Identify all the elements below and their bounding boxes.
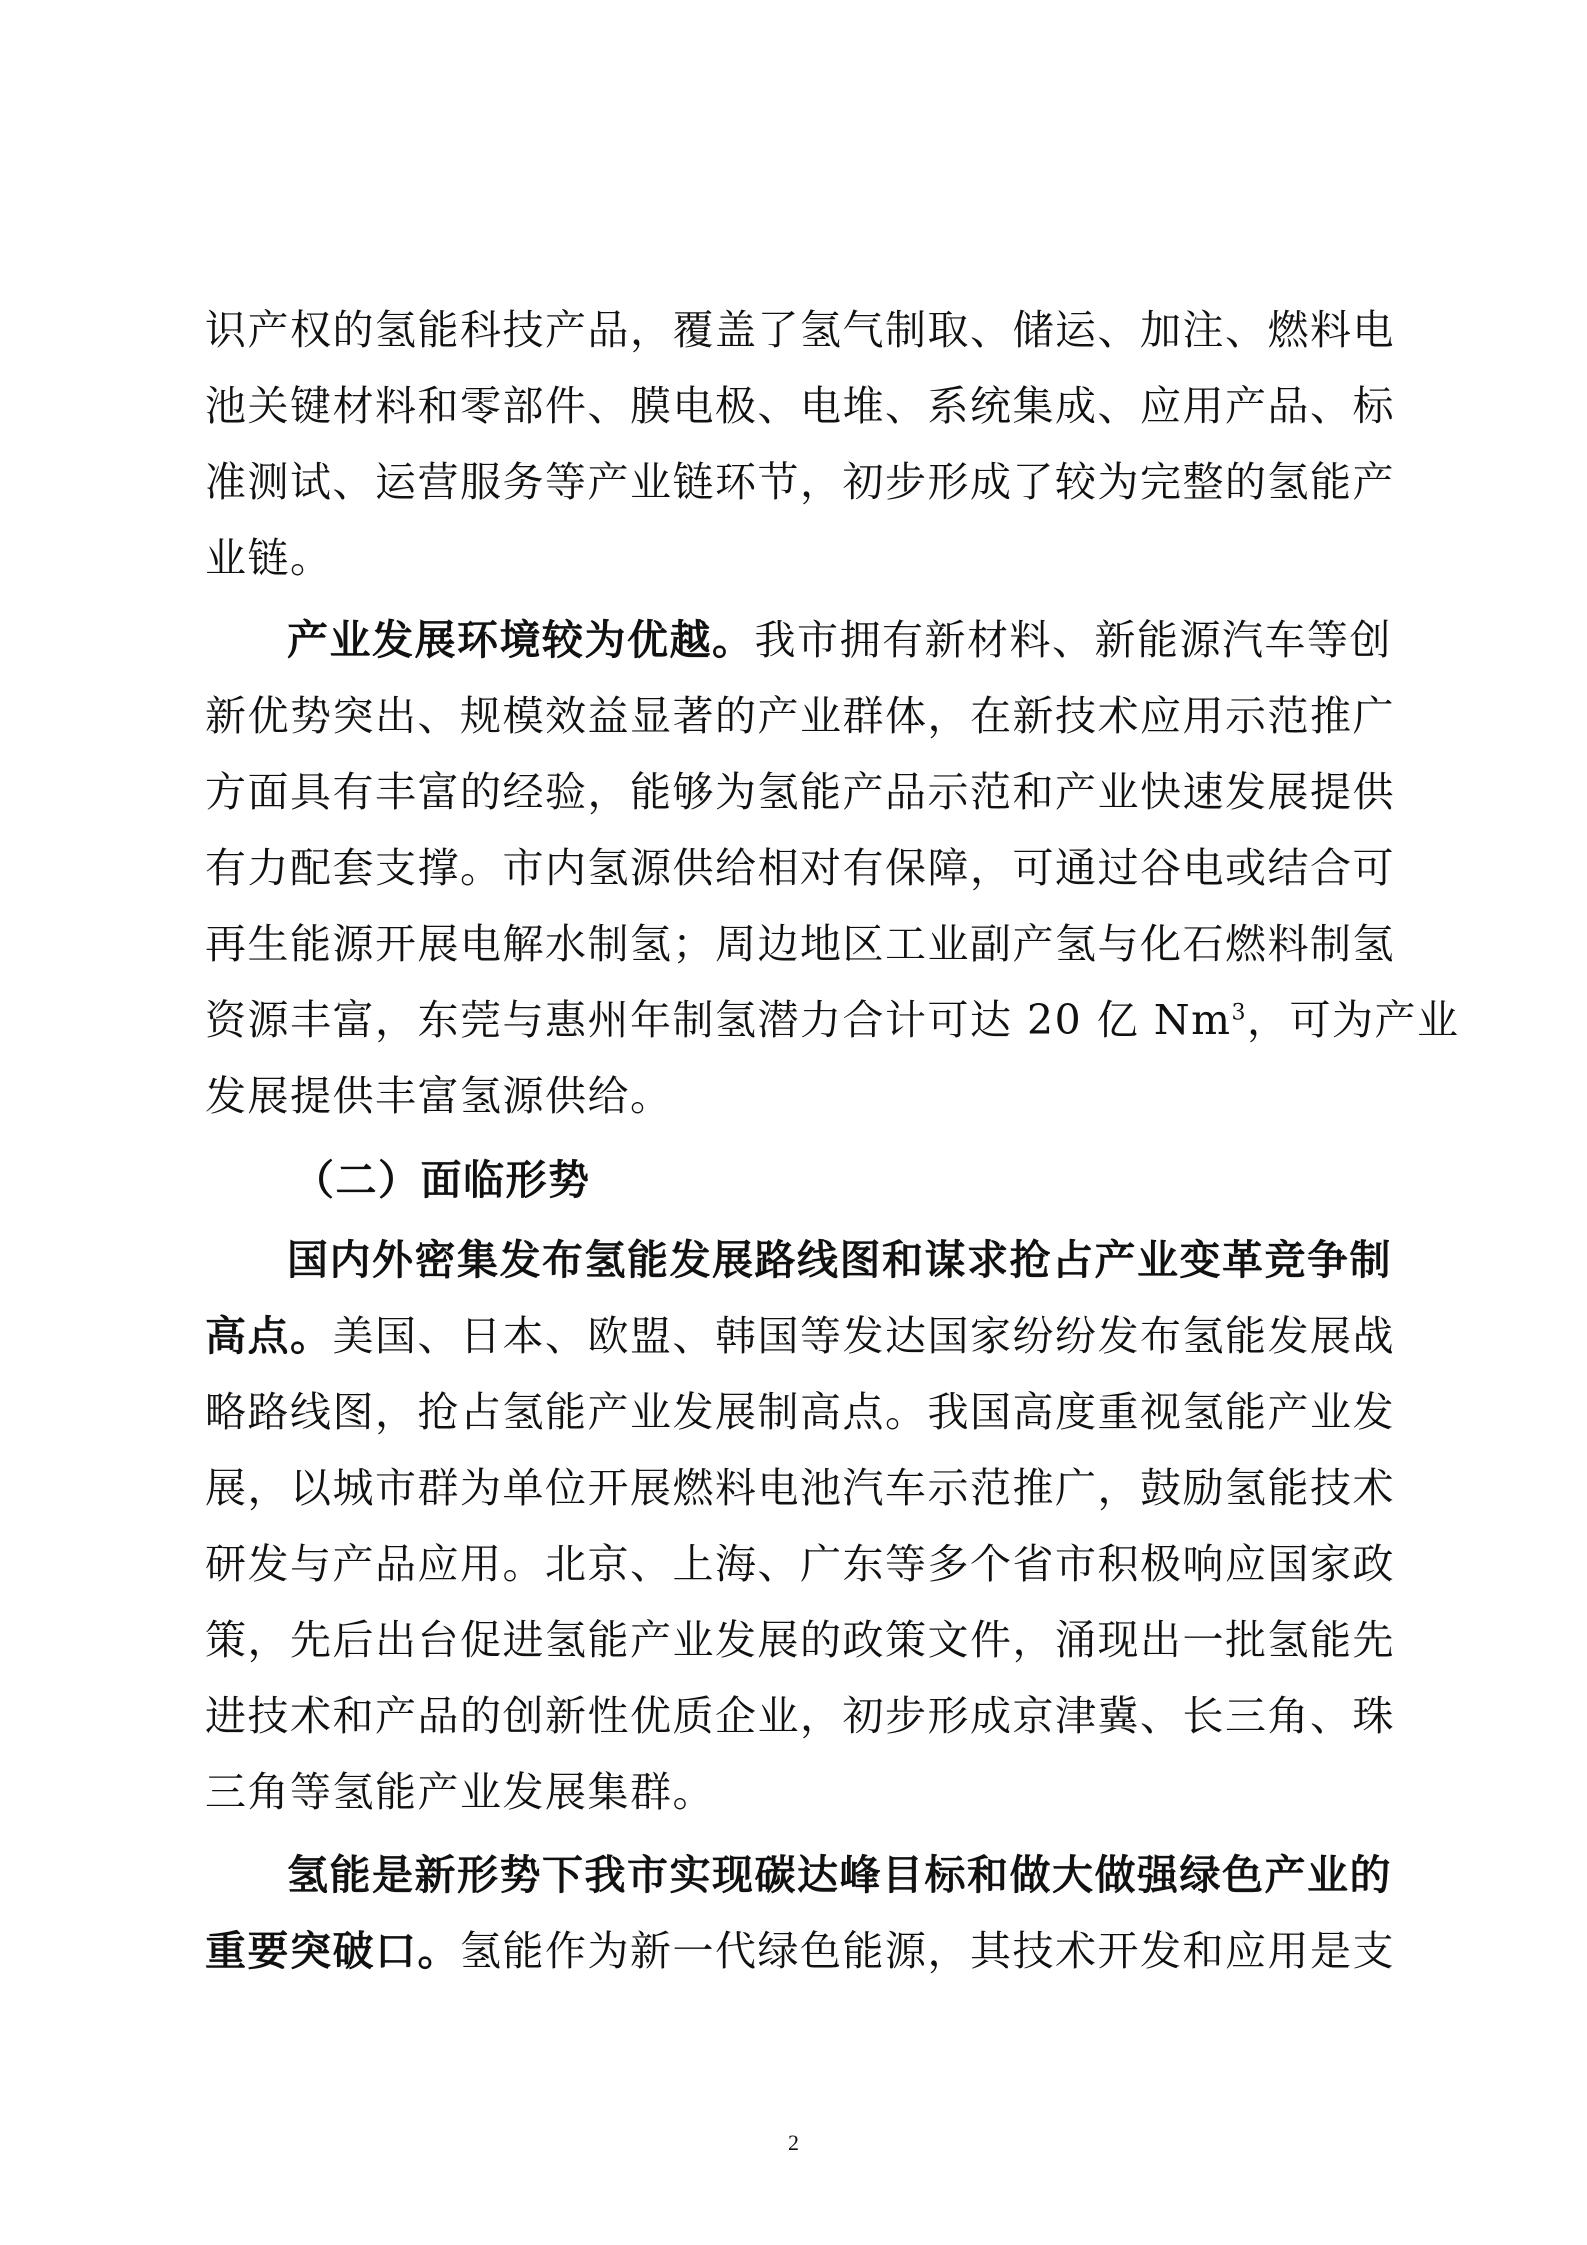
- paragraph-2-line-1: [287, 610, 1392, 670]
- paragraph-2-line-7: 发展提供丰富氢源供给。: [205, 1072, 673, 1120]
- paragraph-1-line-4: 业链。: [205, 534, 333, 582]
- paragraph-2-line-3: 方面具有丰富的经验，能够为氢能产品示范和产业快速发展提供: [205, 768, 1395, 816]
- paragraph-3-line-4: 展，以城市群为单位开展燃料电池汽车示范推广，鼓励氢能技术: [205, 1464, 1395, 1512]
- paragraph-2-line-4: 有力配套支撑。市内氢源供给相对有保障，可通过谷电或结合可: [205, 844, 1395, 892]
- paragraph-2-line-2: 新优势突出、规模效益显著的产业群体，在新技术应用示范推广: [205, 692, 1395, 740]
- paragraph-3-bold-lead: 高点。: [205, 1312, 333, 1360]
- paragraph-1-line-1: 识产权的氢能科技产品，覆盖了氢气制取、储运、加注、燃料电: [205, 306, 1395, 354]
- paragraph-3-line-1: 国内外密集发布氢能发展路线图和谋求抢占产业变革竞争制: [287, 1236, 1392, 1284]
- paragraph-3-line-8: 三角等氢能产业发展集群。: [205, 1768, 715, 1816]
- paragraph-3-line-2-text: 美国、日本、欧盟、韩国等发达国家纷纷发布氢能发展战: [332, 1312, 1395, 1360]
- paragraph-4-line-1: 氢能是新形势下我市实现碳达峰目标和做大做强绿色产业的: [287, 1851, 1392, 1899]
- paragraph-2-bold-lead: 产业发展环境较为优越。: [287, 616, 755, 664]
- document-page: [205, 0, 1460, 2245]
- paragraph-2-line-6: [205, 990, 1460, 1050]
- paragraph-3-line-2: [205, 1306, 1395, 1366]
- paragraph-4-line-2: [205, 1921, 1395, 1981]
- page-number: 2: [788, 2130, 799, 2155]
- superscript-3: 3: [1231, 1000, 1248, 1026]
- paragraph-2-line-6-post: ，可为产业: [1247, 996, 1460, 1044]
- paragraph-1-line-3: 准测试、运营服务等产业链环节，初步形成了较为完整的氢能产: [205, 458, 1395, 506]
- paragraph-2-line-5: 再生能源开展电解水制氢；周边地区工业副产氢与化石燃料制氢: [205, 920, 1395, 968]
- paragraph-1-line-2: 池关键材料和零部件、膜电极、电堆、系统集成、应用产品、标: [205, 382, 1395, 430]
- paragraph-4-line-2-text: 氢能作为新一代绿色能源，其技术开发和应用是支: [460, 1927, 1395, 1975]
- paragraph-3-line-3: 略路线图，抢占氢能产业发展制高点。我国高度重视氢能产业发: [205, 1388, 1395, 1436]
- paragraph-2-line-6-pre: 资源丰富，东莞与惠州年制氢潜力合计可达 20 亿 Nm: [205, 996, 1232, 1044]
- paragraph-3-line-6: 策，先后出台促进氢能产业发展的政策文件，涌现出一批氢能先: [205, 1616, 1395, 1664]
- paragraph-2-line-1-text: 我市拥有新材料、新能源汽车等创: [754, 616, 1392, 664]
- paragraph-3-line-5: 研发与产品应用。北京、上海、广东等多个省市积极响应国家政: [205, 1540, 1395, 1588]
- paragraph-4-bold-lead: 重要突破口。: [205, 1927, 460, 1975]
- paragraph-3-line-7: 进技术和产品的创新性优质企业，初步形成京津冀、长三角、珠: [205, 1692, 1395, 1740]
- section-heading: （二）面临形势: [293, 1156, 591, 1204]
